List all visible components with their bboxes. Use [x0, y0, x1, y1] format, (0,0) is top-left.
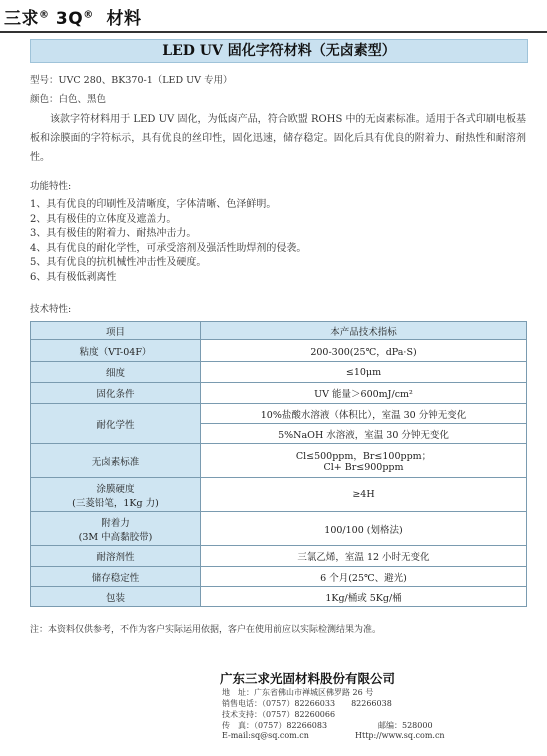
row-value: 1Kg/桶或 5Kg/桶	[201, 587, 527, 607]
row-value: 200-300(25℃，dPa·S)	[201, 340, 527, 362]
header-spec: 本产品技术指标	[201, 322, 527, 340]
row-value: 三氯乙烯，室温 12 小时无变化	[201, 546, 527, 567]
model-line: 型号：UVC 280、BK370-1（LED UV 专用）	[30, 75, 233, 86]
row-label: 储存稳定性	[31, 567, 201, 587]
feature-item: 3、具有极佳的附着力、耐热冲击力。	[30, 228, 197, 239]
table-row	[31, 512, 527, 546]
color-line: 颜色：白色、黑色	[30, 94, 107, 105]
table-header-row	[31, 322, 527, 340]
brand-registered-mark-2: ®	[83, 9, 94, 21]
halogen-limit-1: Cl≤500ppm，Br≤100ppm；	[295, 451, 432, 462]
disclaimer-note: 注：本资料仅供参考，不作为客户实际运用依据，客户在使用前应以实际检测结果为准。	[30, 625, 382, 635]
row-label: 耐溶剂性	[31, 546, 201, 567]
company-website[interactable]: Http://www.sq.com.cn	[355, 731, 445, 740]
row-value: 10%盐酸水溶液（体积比），室温 30 分钟无变化	[201, 404, 527, 424]
table-row	[31, 478, 527, 512]
adhesion-sublabel: (3M 中高黏胶带)	[78, 531, 153, 543]
table-row	[31, 587, 527, 607]
row-value: 5%NaOH 水溶液，室温 30 分钟无变化	[201, 424, 527, 444]
adhesion-label: 附着力	[101, 517, 130, 529]
table-row	[31, 340, 527, 362]
features-list	[30, 198, 306, 285]
feature-item: 5、具有优良的抗机械性冲击性及硬度。	[30, 257, 207, 268]
feature-item: 1、具有优良的印刷性及清晰度，字体清晰、色泽鲜明。	[30, 199, 277, 210]
hardness-sublabel: (三菱铅笔，1Kg 力)	[72, 497, 159, 509]
brand-suffix: 材料	[106, 9, 142, 29]
table-row	[31, 444, 527, 478]
table-row	[31, 567, 527, 587]
row-label: 无卤素标准	[31, 444, 201, 478]
sales-phone: 销售电话：（0757）82266033 82266038	[222, 699, 392, 708]
fax-number: 传 真：（0757）82266083	[222, 721, 328, 730]
table-row	[31, 404, 527, 424]
feature-item: 4、具有优良的耐化学性，可承受溶剂及强活性助焊剂的侵袭。	[30, 242, 307, 254]
feature-item: 6、具有极低剥离性	[30, 271, 117, 283]
row-label: 耐化学性	[31, 404, 201, 444]
row-value	[201, 444, 527, 478]
row-label: 包装	[31, 587, 201, 607]
row-label: 粘度（VT-04F）	[31, 340, 201, 362]
brand-registered-mark: ®	[39, 9, 50, 21]
row-value: 6 个月(25℃、避光)	[201, 567, 527, 587]
hardness-label: 涂膜硬度	[96, 483, 135, 495]
company-name: 广东三求光固材料股份有限公司	[220, 671, 396, 686]
row-label: 固化条件	[31, 383, 201, 404]
feature-item: 2、具有极佳的立体度及遮盖力。	[30, 213, 177, 225]
document-title: LED UV 固化字符材料（无卤素型）	[30, 39, 528, 63]
row-label	[31, 512, 201, 546]
row-value: ≤10μm	[201, 362, 527, 383]
spec-table	[30, 321, 527, 607]
row-value: 100/100 (划格法)	[201, 512, 527, 546]
support-phone: 技术支持：（0757）82260066	[222, 710, 336, 719]
features-heading: 功能特性:	[30, 181, 72, 192]
header-divider	[0, 31, 547, 33]
company-email[interactable]: E-mail:sq@sq.com.cn	[222, 731, 309, 740]
halogen-limit-2: Cl+ Br≤900ppm	[323, 462, 404, 473]
tech-heading: 技术特性:	[30, 304, 72, 315]
header-item: 项目	[31, 322, 201, 340]
table-row	[31, 383, 527, 404]
product-description: 该款字符材料用于 LED UV 固化，为低卤产品，符合欧盟 ROHS 中的无卤素标准。适用于各式印刷电板基板和涂膜面的字符标示，具有优良的丝印性，固化迅速，储存稳定。固化后具有优良的附着力、耐热性和耐溶剂性。	[30, 114, 526, 163]
row-value: ≥4H	[201, 478, 527, 512]
postcode: 邮编：528000	[378, 721, 433, 730]
brand-logo	[4, 4, 142, 29]
row-label: 细度	[31, 362, 201, 383]
table-row	[31, 362, 527, 383]
company-address: 地 址：广东省佛山市禅城区佛罗路 26 号	[222, 688, 374, 697]
brand-name-cn: 三求	[4, 9, 39, 29]
table-row	[31, 546, 527, 567]
row-value: UV 能量＞600mJ/cm²	[201, 383, 527, 404]
brand-name-en: 3Q	[55, 9, 84, 29]
row-label	[31, 478, 201, 512]
